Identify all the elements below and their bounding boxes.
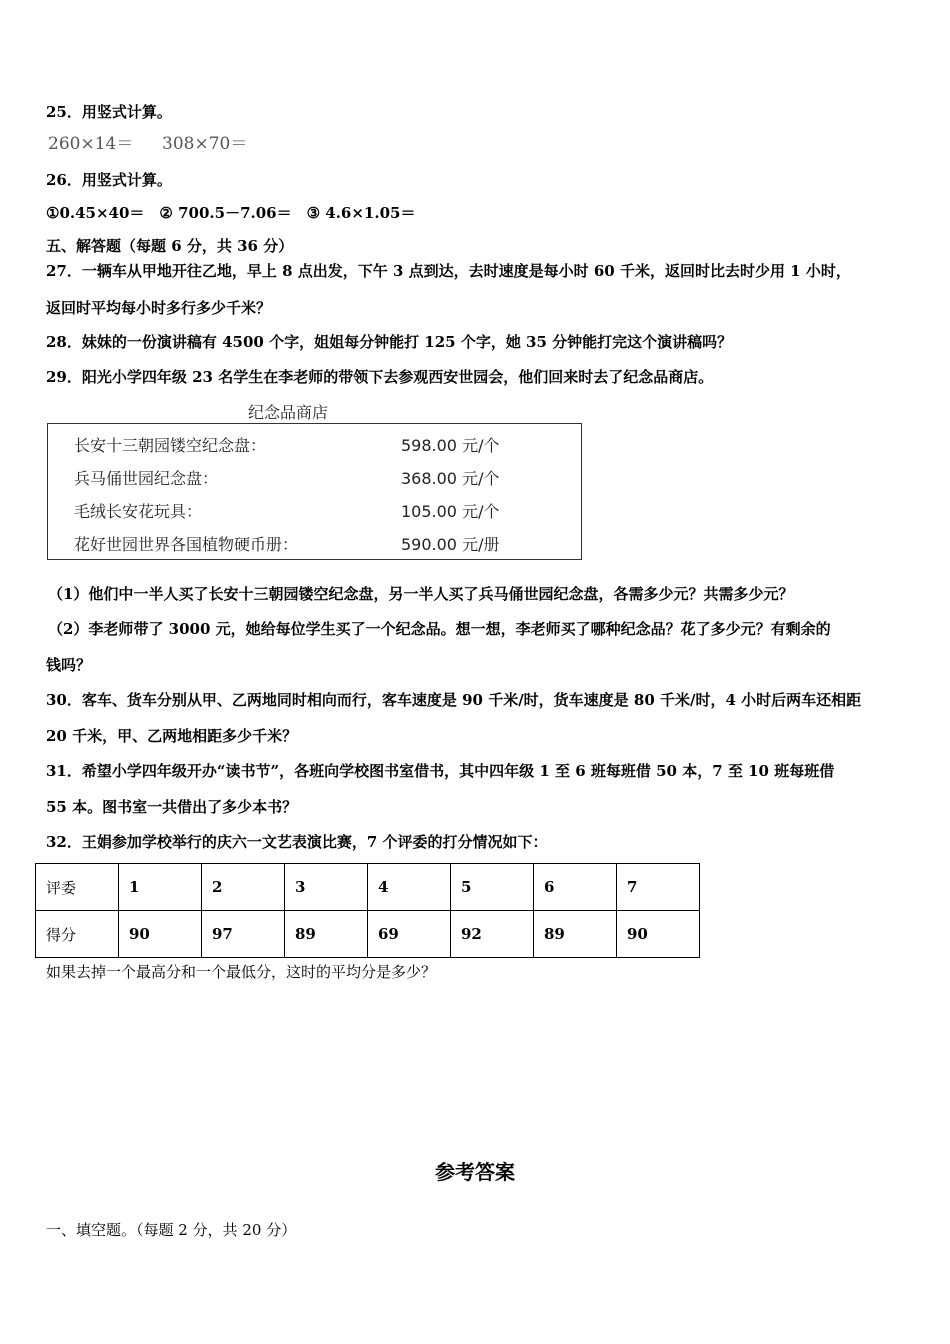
answers-section1: 一、填空题。（每题 2 分，共 20 分） bbox=[46, 1221, 297, 1239]
q27-line1: 27．一辆车从甲地开往乙地，早上 8 点出发，下午 3 点到达，去时速度是每小时 60 千米，返回时比去时少用 1 小时， bbox=[46, 262, 851, 280]
table-cell: 92 bbox=[451, 911, 534, 958]
table-cell: 5 bbox=[451, 864, 534, 911]
q29-sub1: （1）他们中一半人买了长安十三朝园镂空纪念盘，另一半人买了兵马俑世园纪念盘，各需多少元？共需多少元？ bbox=[48, 585, 794, 603]
shop-title: 纪念品商店 bbox=[248, 403, 329, 422]
shop-item bbox=[74, 466, 574, 488]
q30-line1: 30．客车、货车分别从甲、乙两地同时相向而行，客车速度是 90 千米/时，货车速度是 80 千米/时，4 小时后两车还相距 bbox=[46, 691, 862, 709]
table-cell-label: 评委 bbox=[36, 864, 119, 911]
score-table bbox=[35, 863, 700, 958]
table-cell: 6 bbox=[534, 864, 617, 911]
q32-line1: 32．王娟参加学校举行的庆六一文艺表演比赛，7 个评委的打分情况如下： bbox=[46, 833, 548, 851]
q26-items: ①0.45×40＝ ② 700.5－7.06＝ ③ 4.6×1.05＝ bbox=[46, 204, 416, 222]
q27-line2: 返回时平均每小时多行多少千米？ bbox=[46, 299, 272, 317]
q29-sub2-line2: 钱吗？ bbox=[46, 656, 92, 674]
shop-item bbox=[74, 433, 574, 455]
q29-line1: 29．阳光小学四年级 23 名学生在李老师的带领下去参观西安世园会，他们回来时去了纪念品商店。 bbox=[46, 368, 714, 386]
table-cell: 4 bbox=[368, 864, 451, 911]
table-row bbox=[36, 864, 700, 911]
shop-item-price: 598.00 元/个 bbox=[401, 436, 500, 455]
table-cell: 7 bbox=[617, 864, 700, 911]
table-row bbox=[36, 911, 700, 958]
q26-title: 26．用竖式计算。 bbox=[46, 171, 172, 189]
q31-line1: 31．希望小学四年级开办“读书节”，各班向学校图书室借书，其中四年级 1 至 6 班每班借 50 本，7 至 10 班每班借 bbox=[46, 762, 835, 780]
table-cell: 97 bbox=[202, 911, 285, 958]
table-cell: 90 bbox=[617, 911, 700, 958]
table-cell: 90 bbox=[119, 911, 202, 958]
table-cell: 1 bbox=[119, 864, 202, 911]
shop-item bbox=[74, 532, 574, 554]
q30-line2: 20 千米，甲、乙两地相距多少千米？ bbox=[46, 727, 298, 745]
table-cell: 89 bbox=[285, 911, 368, 958]
table-cell: 89 bbox=[534, 911, 617, 958]
section5-title: 五、解答题（每题 6 分，共 36 分） bbox=[46, 237, 294, 255]
table-cell: 3 bbox=[285, 864, 368, 911]
table-cell: 69 bbox=[368, 911, 451, 958]
q25-expr1: 260×14＝ bbox=[48, 134, 134, 154]
shop-item-name: 兵马俑世园纪念盘： bbox=[74, 469, 219, 488]
shop-item-name: 毛绒长安花玩具： bbox=[74, 502, 203, 521]
shop-item-price: 590.00 元/册 bbox=[401, 535, 500, 554]
shop-item bbox=[74, 499, 574, 521]
shop-item-price: 368.00 元/个 bbox=[401, 469, 500, 488]
q25-title: 25．用竖式计算。 bbox=[46, 103, 172, 121]
shop-item-name: 长安十三朝园镂空纪念盘： bbox=[74, 436, 267, 455]
q31-line2: 55 本。图书室一共借出了多少本书？ bbox=[46, 798, 298, 816]
q32-question: 如果去掉一个最高分和一个最低分，这时的平均分是多少？ bbox=[46, 963, 437, 981]
q29-sub2-line1: （2）李老师带了 3000 元，她给每位学生买了一个纪念品。想一想，李老师买了哪种纪念品？花了多少元？有剩余的 bbox=[48, 620, 831, 638]
shop-item-name: 花好世园世界各国植物硬币册： bbox=[74, 535, 299, 554]
shop-item-price: 105.00 元/个 bbox=[401, 502, 500, 521]
table-cell-label: 得分 bbox=[36, 911, 119, 958]
q28-line1: 28．妹妹的一份演讲稿有 4500 个字，姐姐每分钟能打 125 个字，她 35 分钟能打完这个演讲稿吗？ bbox=[46, 333, 733, 351]
shop-price-box bbox=[47, 423, 582, 560]
answers-title: 参考答案 bbox=[435, 1160, 515, 1184]
q25-expr2: 308×70＝ bbox=[162, 134, 248, 154]
table-cell: 2 bbox=[202, 864, 285, 911]
